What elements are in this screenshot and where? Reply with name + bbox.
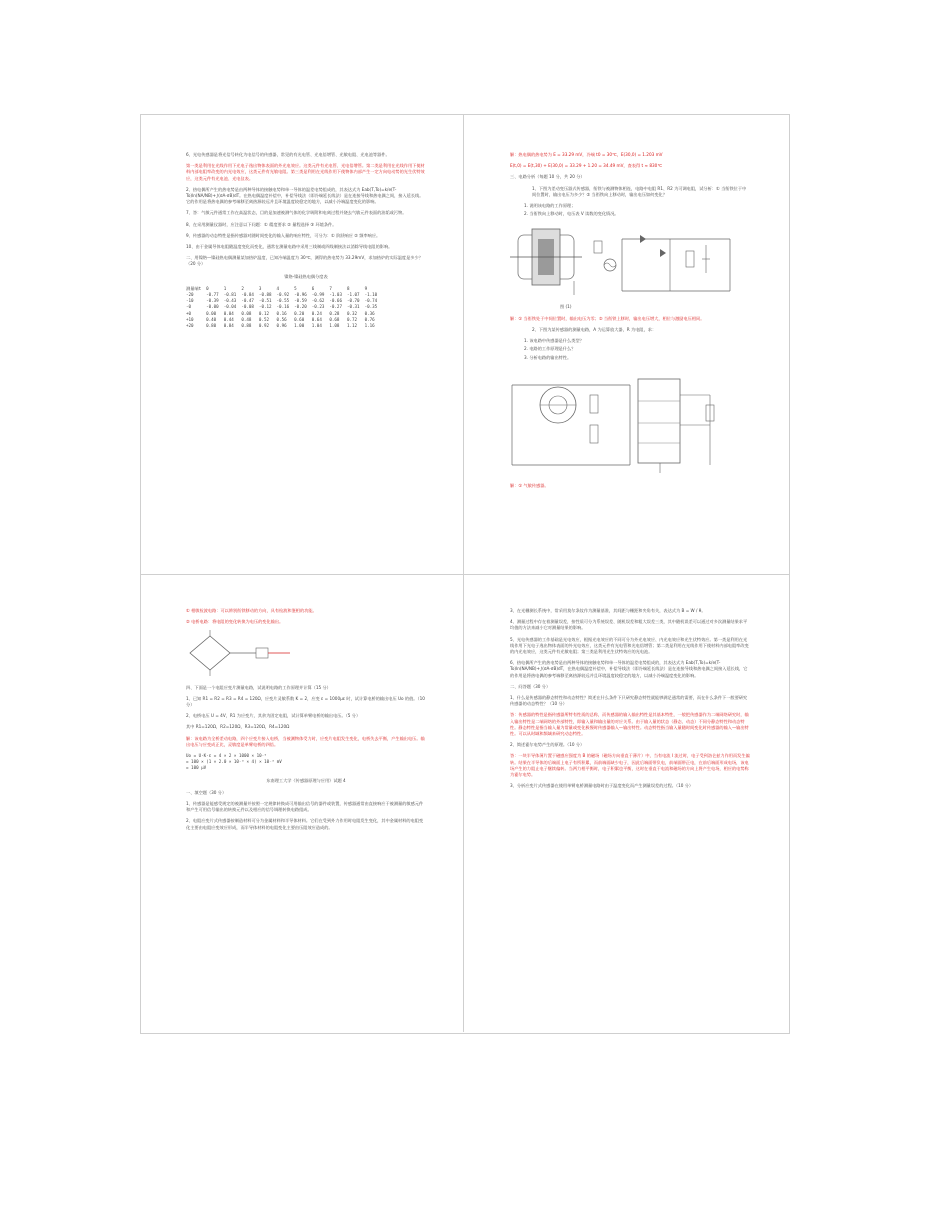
table-cell: 0.92 <box>258 323 270 329</box>
table-cell: -0.84 <box>241 292 254 298</box>
section-heading: 一、填空题（30 分） <box>186 789 227 795</box>
table-row <box>186 323 382 329</box>
paragraph: 第一类是利用在光线作用下光电子逸出物体表面的外光电效应。这类元件有光电管、光电倍增管。第二类是利用在光线作用下使材料内部电阻率改变的内光电效应，这类元件有光敏电阻。第三类是利用在光线作用下使物体内部产生一定方向电动势的光生伏特效应，这类元件有光电池、光电仪表。 <box>186 163 425 181</box>
table-header-cell: 9 <box>364 285 368 291</box>
table-cell: 0.96 <box>276 323 287 329</box>
table-header-cell: 7 <box>329 285 332 291</box>
table-cell: -0.27 <box>329 304 342 310</box>
paragraph: 2、热电偶所产生的热电势是由两种导体的接触电势和单一导体的温差电势组成的，其表达式为 Eab(T,To)=k/e(T-To)ln(NA/NB)+∫(σA-σB)dT。在热电偶温度补偿中，补偿导线法（即冷端延长线法）是在连接导线和热电偶之间，接入延长线。它的作用是将热电偶的参考端移至离热源较远并且环境温度较稳定的地方，以减小冷端温度变化的影响。 <box>186 186 424 205</box>
figure-2 <box>510 365 750 477</box>
table-cell: -0.92 <box>276 292 290 298</box>
thermocouple-table <box>186 286 382 329</box>
paragraph: 6、光电传感器是将光信号转化为电信号的传感器，常见的有光电管、光电倍增管、光敏电阻、光电池等器件。 <box>186 152 390 157</box>
table-cell: -0 <box>186 304 192 310</box>
formula-line: Uo = U·K·ε = 4 × 2 × 1000 × 10⁻⁶ <box>186 753 267 759</box>
table-header-cell: 8 <box>346 285 350 291</box>
table-header-cell: 4 <box>276 285 280 291</box>
table-cell: 1.16 <box>364 323 375 329</box>
table-cell: 0.52 <box>258 316 270 322</box>
section-heading: 三、电路分析（每题 10 分，共 20 分） <box>510 174 585 180</box>
question-item: 1. 该电路中传感器是什么类型？ <box>524 338 584 344</box>
page-divider-vertical <box>463 114 464 1032</box>
fill-item: 1、传感器是能感受规定的被测量并按照一定规律转换成可用输出信号的器件或装置，传感器通常由直接响应于被测量的敏感元件和产生可用信号输出的转换元件以及相应的信号调理转换电路组成。 <box>186 801 424 813</box>
answer-line: E(t,0) = E(t,30) + E(30,0) = 33.29 + 1.20 = 34.49 mV，查表得 t ≈ 830℃ <box>510 163 663 169</box>
table-cell: -0.55 <box>276 298 290 304</box>
table-cell: 0.68 <box>329 316 340 322</box>
question-3: 四、下面是一个电阻应变片测量电路，试说明电路的工作原理并计算（15 分） <box>186 684 331 690</box>
paragraph: 8、在采用测量仪器时，应注意以下问题：① 精度要求 ② 量程选择 ③ 环境条件。 <box>186 221 337 227</box>
table-cell: 0.32 <box>346 310 358 316</box>
fill-item: 6、热电偶所产生的热电势是由两种导体的接触电势和单一导体的温差电势组成的，其表达式为 Eab(T,To)=k/e(T-To)ln(NA/NB)+∫(σA-σB)dT，在热电偶温度补偿中，补偿导线法（即冷端延长线法）是在连接导线和热电偶之间接入延长线，它的作用是将热电偶的参考端移至离热源较远并且环境温度较稳定的地方，以减小冷端温度变化的影响。 <box>510 660 748 678</box>
qa-question: 3、分析应变片式传感器在使用单臂电桥测量电路时由于温度变化而产生测量误差的过程。（10 分） <box>510 783 694 789</box>
table-cell: -0.00 <box>206 304 219 310</box>
table-cell: 0.80 <box>206 323 217 329</box>
table-cell: 0.56 <box>276 316 287 322</box>
fill-item: 3、在光栅测长系统中，常采用莫尔条纹作为测量基准，其间距与栅距和夹角有关，表达式为 B = W / θ。 <box>510 608 706 613</box>
page-divider-horizontal <box>140 574 789 575</box>
table-cell: 0.36 <box>364 310 375 316</box>
table-cell: -0.59 <box>294 298 307 304</box>
answer-line: ② 电桥电路：将电阻的变化转换为电压的变化输出。 <box>186 619 284 625</box>
qa-answer: 答：传感器的特性是指传感器所特有性质的总称，而传感器的输入输出特性是其基本特性，一般把传感器作为二端网络研究时，输入输出特性是二端网络的外部特性，即输入量和输出量的对应关系。由于输入量的状态（静态、动态）不同分静态特性和动态特性。静态特性是指当输入量为常量或变化极慢时传感器输入—输出特性。动态特性指当输入量随时间变化时传感器的输入—输出特性。可以从时域和频域来研究动态特性。 <box>510 712 749 737</box>
formula-line: = 100 μV <box>186 765 207 771</box>
table-cell: -0.39 <box>206 298 219 304</box>
exam-title: 东南理工大学《传感器原理与应用》试题 4 <box>266 777 346 783</box>
table-cell: 0.88 <box>241 323 252 329</box>
table-header-cell: 2 <box>241 285 244 291</box>
table-cell: 0.20 <box>294 310 305 316</box>
known-values: 其中 R1=120Ω，R2=120Ω，R3=120Ω，R4=120Ω <box>186 724 290 730</box>
table-header-cell: 3 <box>258 285 262 291</box>
table-cell: 0.64 <box>311 316 322 322</box>
figure-1-caption: 图 (1) <box>560 303 572 309</box>
table-cell: 1.00 <box>294 323 305 329</box>
table-cell: -10 <box>186 298 194 304</box>
table-header-cell: 6 <box>311 285 315 291</box>
paragraph: 7、答：气敏元件通常工作在高温状态，目的是加速被测气体的化学吸附和电离过程并烧去气敏元件表面的油垢或污物。 <box>186 210 407 216</box>
table-cell: -1.10 <box>364 292 378 298</box>
page-top-left-paragraphs <box>186 152 426 268</box>
table-cell: +20 <box>186 323 194 329</box>
table-cell: -0.23 <box>311 304 325 310</box>
question-1: 1、下图为差动变压器式传感器，衔铁与被测物体相连，电路中电阻 R1、R2 为可调电阻，试分析：① 当衔铁位于中间位置时，输出电压为多少？② 当衔铁向上移动时，输出电压如何变化？ <box>532 185 747 197</box>
fill-item: 5、光电传感器的工作基础是光电效应，根据光电效应的不同可分为外光电效应、内光电效应和光生伏特效应。第一类是利用在光线作用下光电子逸出物体表面的外光电效应，这类元件有光电管和光电倍增管；第二类是利用在光线作用下使材料内部电阻率改变的内光电效应，这类元件有光敏电阻；第三类是利用光生伏特效应的光电池。 <box>510 636 749 655</box>
table-cell: 0.44 <box>223 316 234 322</box>
table-cell: 0.84 <box>223 323 234 329</box>
table-cell: +0 <box>186 310 192 316</box>
table-cell: 0.40 <box>206 316 217 322</box>
formula-line: = 100 × (1 × 2.0 × 10⁻³ × 4) × 10⁻³ mV <box>186 759 282 765</box>
table-cell: -0.08 <box>241 304 254 310</box>
table-cell: -0.35 <box>364 304 378 310</box>
bridge-circuit-diagram <box>186 630 296 676</box>
answer-line: ① 相敏检波电路：可以辨别衔铁移动的方向，具有检波和鉴相的功能。 <box>186 608 317 613</box>
table-cell: -0.88 <box>258 292 272 298</box>
question-item: 3. 分析电路的输出特性。 <box>524 354 572 360</box>
section-heading: 二、问答题（30 分） <box>510 683 551 689</box>
table-cell: -1.07 <box>346 292 360 298</box>
qa-question: 1、什么是传感器的静态特性和动态特性？简述在什么条件下只研究静态特性就能够满足通常的需要，而在什么条件下一般要研究传感器的动态特性？（10 分） <box>510 695 748 707</box>
table-header-cell: 0 <box>206 285 209 291</box>
table-header-cell: 1 <box>223 285 227 291</box>
question-item: 2. 电路的工作原理是什么？ <box>524 346 576 352</box>
table-cell: 0.16 <box>276 310 287 316</box>
table-cell: -0.12 <box>258 304 272 310</box>
table-cell: 0.76 <box>364 316 375 322</box>
table-row <box>186 311 382 317</box>
table-cell: -0.99 <box>311 292 325 298</box>
table-cell: -0.47 <box>241 298 254 304</box>
table-header-cell: 测量端t <box>186 285 202 291</box>
table-cell: -1.03 <box>329 292 342 298</box>
table-cell: -0.81 <box>223 292 237 298</box>
table-cell: 0.48 <box>241 316 252 322</box>
question-item: 2. 当衔铁向上移动时，电压表 V 读数的变化情况。 <box>524 211 619 217</box>
table-cell: -0.74 <box>364 298 378 304</box>
table-cell: 0.28 <box>329 310 340 316</box>
question-2: 2、下图为某传感器的测量电路，A 为运算放大器，R 为电阻，求： <box>532 327 657 333</box>
table-cell: -0.77 <box>206 292 219 298</box>
table-cell: +10 <box>186 316 194 322</box>
table-cell: -0.43 <box>223 298 237 304</box>
question-item: 2、电桥电压 U = 4V，R1 为应变片，其余为固定电阻，试计算单臂电桥的输出电压。（5 分） <box>186 713 361 719</box>
table-title: 镍铬-镍硅热电偶分度表 <box>284 273 328 279</box>
table-cell: 0.00 <box>206 310 217 316</box>
answer-line: 解：热电偶的热电势为 E = 33.29 mV，冷端 t0 = 30℃，E(30,0) = 1.203 mV <box>510 152 663 157</box>
gas-sensor-circuit-diagram <box>510 365 740 475</box>
page-bottom-left <box>186 608 426 1023</box>
table-cell: -0.04 <box>223 304 237 310</box>
qa-answer: 答：一块半导体薄片置于磁感应强度为 B 的磁场（磁场方向垂直于薄片）中，当有电流 I 流过时，电子受到洛仑兹力作用而发生偏转。结果在半导体的后端面上电子有所积累，而前端面缺少电子，因此后端面带负电，前端面带正电，在前后端面形成电场，该电场产生的力阻止电子继续偏转。当两力相平衡时，电子积累也平衡，这时在垂直于电流和磁场的方向上将产生电场，相应的电势称为霍尔电势。 <box>510 753 750 778</box>
answer-3: 解：该电路为全桥差动电路，四个应变片接入电桥，当被测物体受力时，应变片电阻发生变化，电桥失去平衡，产生输出电压。输出电压与应变成正比，灵敏度是单臂电桥的四倍。 <box>186 735 425 747</box>
figure-1 <box>510 221 750 309</box>
table-header-cell: 5 <box>294 285 297 291</box>
page-top-left <box>186 152 426 567</box>
table-cell: -0.96 <box>294 292 307 298</box>
table-cell: 0.08 <box>241 310 252 316</box>
table-cell: -0.70 <box>346 298 360 304</box>
table-cell: 1.12 <box>346 323 358 329</box>
differential-transformer-diagram <box>510 221 740 301</box>
table-cell: -0.31 <box>346 304 360 310</box>
table-cell: -0.62 <box>311 298 325 304</box>
table-cell: -0.16 <box>276 304 290 310</box>
page-top-right <box>510 152 750 567</box>
table-cell: -0.51 <box>258 298 272 304</box>
table-cell: -0.20 <box>294 304 307 310</box>
table-cell: -0.66 <box>329 298 342 304</box>
table-cell: 0.60 <box>294 316 305 322</box>
fill-item: 4、测量过程中存在着测量误差，按性质可分为系统误差、随机误差和粗大误差三类，其中随机误差可以通过对多次测量结果求平均值的方法来减小它对测量结果的影响。 <box>510 619 748 631</box>
table-row <box>186 304 382 310</box>
table-cell: 1.04 <box>311 323 322 329</box>
figure-bridge <box>186 630 426 678</box>
qa-question: 2、简述霍尔电势产生的原理。（10 分） <box>510 742 585 748</box>
paragraph: 10、由于金属导体电阻随温度变化而变化，通常在测量电路中采用三线制或四线制接法以消除导线电阻的影响。 <box>186 244 393 250</box>
table-cell: 0.04 <box>223 310 234 316</box>
question-item: 1、已知 R1 = R2 = R3 = R4 = 120Ω，应变片灵敏系数 K = 2，应变 ε = 1000με 时，试计算电桥的输出电压 Uo 的值。（10 分） <box>186 695 425 708</box>
answer-2: 解：① 气敏传感器。 <box>510 483 549 489</box>
table-cell: -20 <box>186 292 194 298</box>
answer-1: 解：① 当衔铁处于中间位置时，输出电压为零；② 当衔铁上移时，输出电压增大，相位与激励电压相同。 <box>510 315 705 321</box>
paragraph: 9、传感器的动态特性是指传感器对随时间变化的输入量的响应特性，可分为：① 阶跃响应 ② 频率响应。 <box>186 232 381 238</box>
fill-item: 2、电阻应变片式传感器按制造材料可分为金属材料和半导体材料。它们在受到外力作用时电阻发生变化，其中金属材料的电阻变化主要由电阻应变效应形成，而半导体材料的电阻变化主要由压阻效应造成的。 <box>186 818 424 830</box>
table-cell: 1.08 <box>329 323 340 329</box>
table-cell: 0.12 <box>258 310 270 316</box>
question-item: 1. 说明该电路的工作原理； <box>524 203 576 209</box>
paragraph: 二、用镍铬—镍硅热电偶测量某加热炉温度，已知冷端温度为 30℃，测得的热电势为 33.29mV，求加热炉的实际温度是多少？（20 分） <box>186 255 423 267</box>
table-cell: 0.72 <box>346 316 358 322</box>
table-cell: 0.24 <box>311 310 322 316</box>
page-bottom-right <box>510 608 750 1023</box>
